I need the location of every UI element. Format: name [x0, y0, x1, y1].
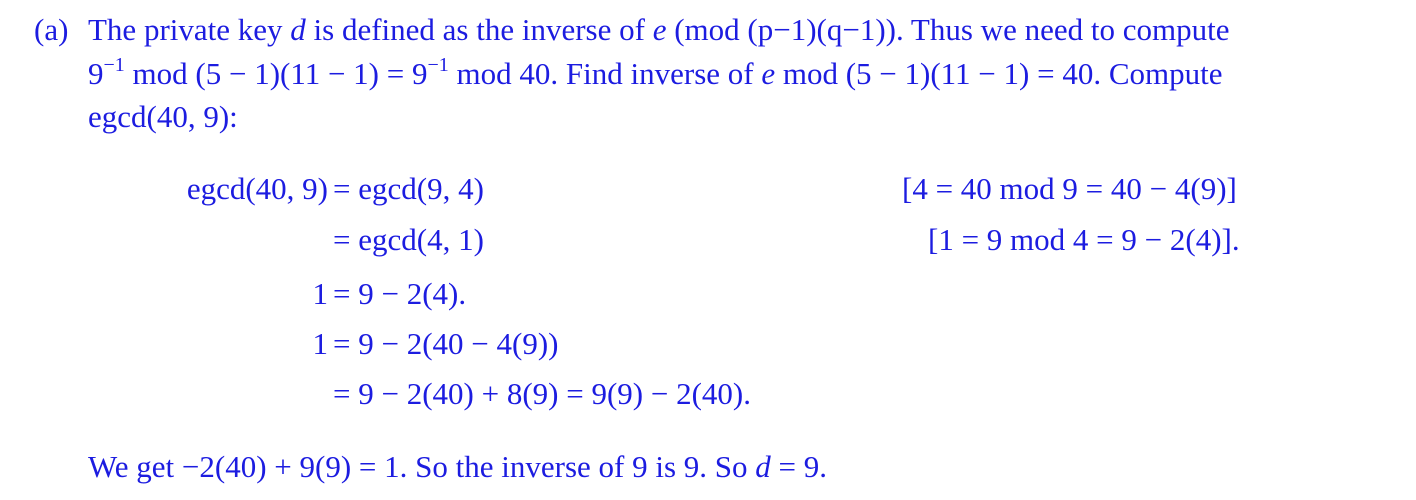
conclusion [88, 451, 827, 482]
superscript: −1 [427, 54, 449, 76]
text: mod (5 − 1)(11 − 1) = 40. Compute [775, 56, 1223, 91]
derivation-r4-lhs: 1 [312, 326, 328, 361]
text: (mod (p−1)(q−1)). Thus we need to compute [666, 12, 1230, 47]
text: mod 40. Find inverse of [448, 56, 762, 91]
paragraph-line-1 [88, 14, 1229, 45]
text: mod (5 − 1)(11 − 1) = 9 [124, 56, 428, 91]
derivation-r4-rhs: = 9 − 2(40 − 4(9)) [333, 326, 559, 361]
derivation-r1-lhs: egcd(40, 9) [186, 171, 328, 206]
derivation-r2-note: [1 = 9 mod 4 = 9 − 2(4)]. [928, 222, 1240, 257]
derivation-r2-rhs: = egcd(4, 1) [333, 222, 484, 257]
text: 9 [88, 56, 104, 91]
var-e: e [652, 12, 667, 47]
item-label: (a) [34, 12, 69, 47]
derivation-r3-lhs: 1 [312, 276, 328, 311]
derivation-r5-rhs: = 9 − 2(40) + 8(9) = 9(9) − 2(40). [333, 376, 752, 411]
var-d: d [755, 449, 771, 484]
superscript: −1 [103, 54, 125, 76]
var-e: e [761, 56, 776, 91]
var-d: d [290, 12, 306, 47]
paragraph-line-2 [88, 54, 1223, 91]
text: We get −2(40) + 9(9) = 1. So the inverse of 9 is 9. So [88, 449, 756, 484]
derivation-r3-rhs: = 9 − 2(4). [333, 276, 467, 311]
text: is defined as the inverse of [305, 12, 653, 47]
text: The private key [88, 12, 291, 47]
derivation-r1-note: [4 = 40 mod 9 = 40 − 4(9)] [902, 171, 1237, 206]
derivation-r1-rhs: = egcd(9, 4) [333, 171, 484, 206]
paragraph-line-3: egcd(40, 9): [88, 99, 238, 134]
text: = 9. [770, 449, 828, 484]
